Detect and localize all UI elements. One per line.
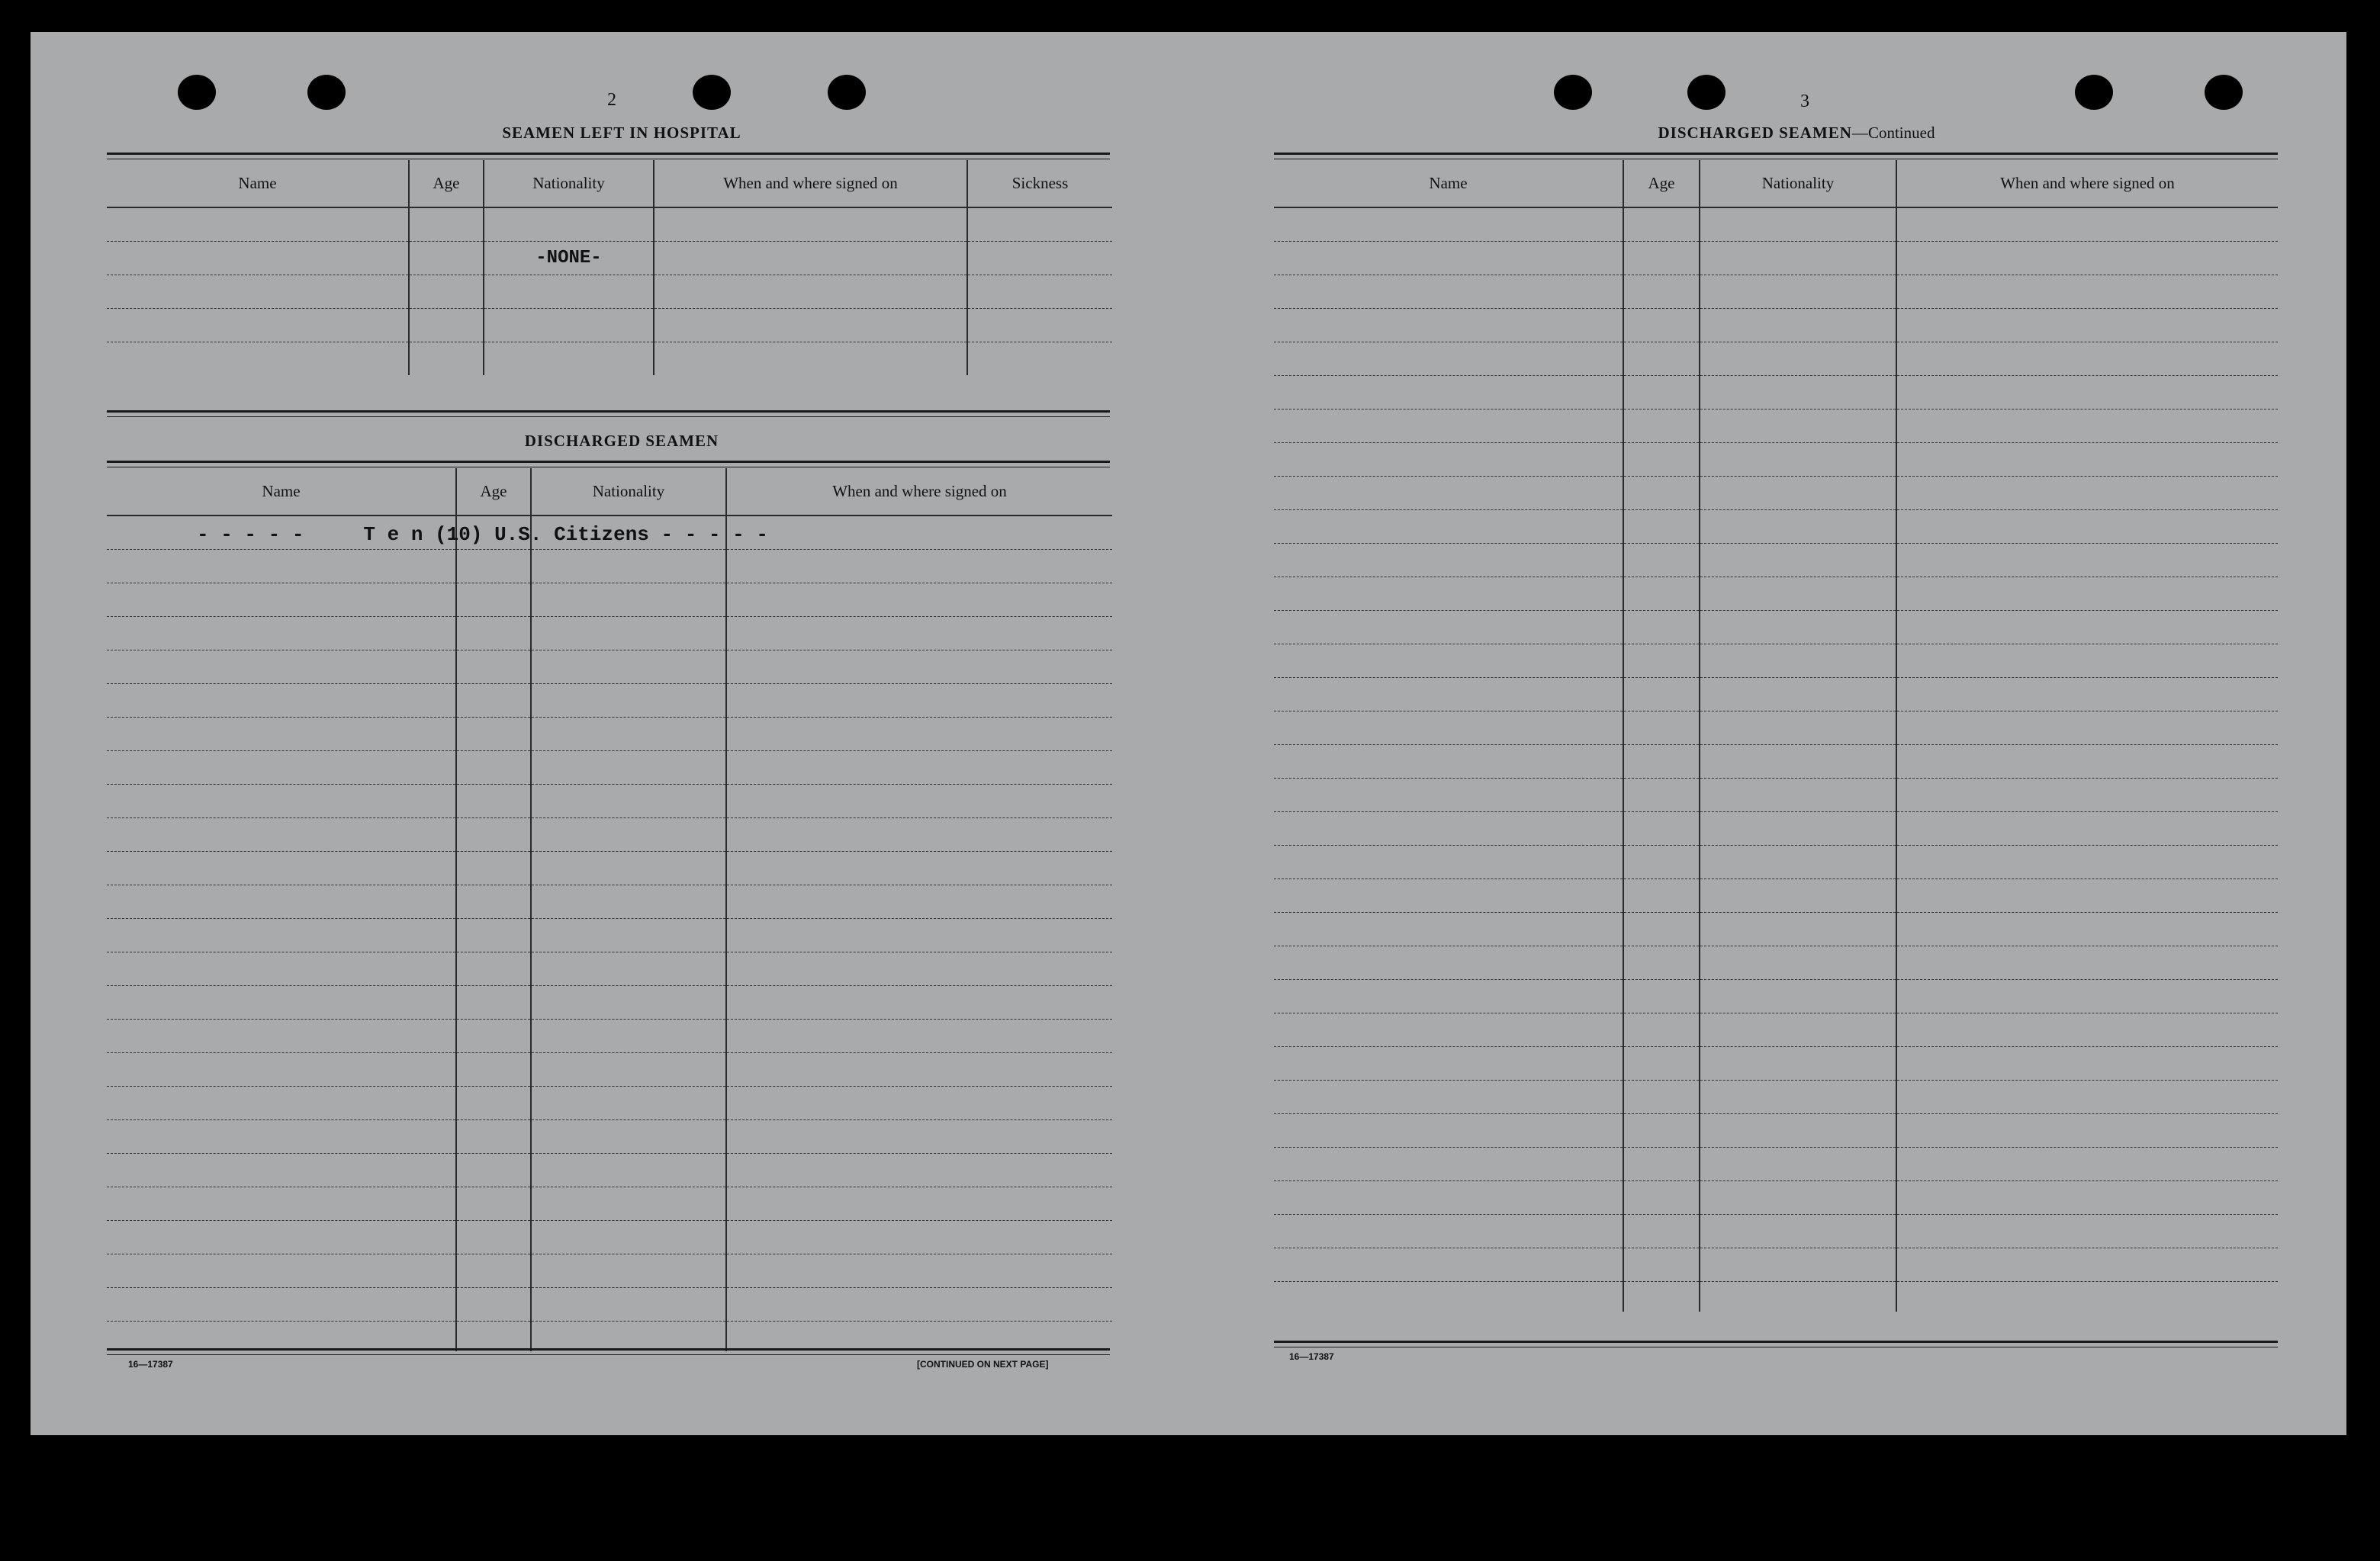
table-row — [107, 616, 1112, 650]
table-row — [1274, 1046, 2278, 1080]
punch-hole — [2075, 75, 2113, 110]
table-row — [1274, 644, 2278, 677]
table-row — [1274, 409, 2278, 442]
table-row — [107, 241, 1112, 275]
column-header-sickness: Sickness — [967, 160, 1112, 207]
table-row — [107, 549, 1112, 583]
table-row — [1274, 1180, 2278, 1214]
scan-artifact — [21, 962, 29, 965]
table-row — [107, 1220, 1112, 1254]
scan-artifact — [21, 943, 29, 945]
discharged-continued-title — [1510, 124, 2082, 143]
scan-artifact — [391, 1438, 393, 1484]
column-header-age: Age — [1623, 160, 1700, 207]
table-row — [107, 817, 1112, 851]
punch-hole — [1554, 75, 1592, 110]
punch-hole — [307, 75, 346, 110]
table-row — [107, 784, 1112, 817]
page-number: 3 — [1800, 92, 1809, 111]
table-row — [1274, 275, 2278, 308]
punch-hole — [2205, 75, 2243, 110]
table-row — [107, 207, 1112, 241]
table-row — [107, 1187, 1112, 1220]
table-row — [1274, 946, 2278, 979]
table-row — [1274, 342, 2278, 375]
table-row — [107, 342, 1112, 375]
table-row — [1274, 778, 2278, 811]
hospital-bottom-rule — [107, 410, 1110, 417]
discharged-top-rule — [107, 461, 1110, 467]
table-row — [1274, 1281, 2278, 1312]
table-row — [1274, 610, 2278, 644]
table-row — [1274, 509, 2278, 543]
discharged-continued-bottom-rule — [1274, 1341, 2278, 1347]
discharged-typed-entry: - - - - - T e n (10) U.S. Citizens - - - - - — [197, 523, 768, 546]
discharged-continued-table — [1274, 160, 2278, 1312]
discharged-table — [107, 468, 1112, 1351]
column-header-signed-on: When and where signed on — [654, 160, 967, 207]
table-row — [1274, 442, 2278, 476]
punch-hole — [693, 75, 731, 110]
table-row — [1274, 308, 2278, 342]
table-row — [1274, 1147, 2278, 1180]
table-row — [107, 918, 1112, 952]
column-header-name: Name — [107, 468, 456, 516]
table-row — [1274, 1113, 2278, 1147]
table-row — [107, 1254, 1112, 1287]
table-row — [1274, 375, 2278, 409]
page-number: 2 — [607, 90, 616, 110]
hospital-top-rule — [107, 153, 1110, 159]
hospital-none-entry: -NONE- — [484, 241, 654, 275]
table-row — [1274, 878, 2278, 912]
table-row — [1274, 1013, 2278, 1046]
table-row — [1274, 744, 2278, 778]
column-header-nationality: Nationality — [531, 468, 726, 516]
continued-note: [CONTINUED ON NEXT PAGE] — [917, 1359, 1049, 1370]
column-header-age: Age — [409, 160, 484, 207]
table-row — [1274, 241, 2278, 275]
column-header-age: Age — [456, 468, 531, 516]
punch-hole — [828, 75, 866, 110]
discharged-bottom-rule — [107, 1348, 1110, 1355]
table-row — [1274, 711, 2278, 744]
table-row — [107, 1119, 1112, 1153]
table-row — [1274, 979, 2278, 1013]
table-row — [1274, 677, 2278, 711]
table-row — [107, 1153, 1112, 1187]
table-row — [1274, 1214, 2278, 1248]
column-header-nationality: Nationality — [1700, 160, 1896, 207]
column-header-name: Name — [1274, 160, 1623, 207]
punch-hole — [178, 75, 216, 110]
section-title-suffix: —Continued — [1851, 124, 1935, 142]
table-row — [1274, 1248, 2278, 1281]
hospital-table — [107, 160, 1112, 375]
column-header-name: Name — [107, 160, 409, 207]
table-row — [107, 750, 1112, 784]
table-row — [1274, 811, 2278, 845]
table-row — [107, 985, 1112, 1019]
table-row — [1274, 577, 2278, 610]
form-number: 16—17387 — [128, 1359, 173, 1370]
table-row — [1274, 207, 2278, 241]
discharged-section-title: DISCHARGED SEAMEN — [524, 432, 719, 450]
table-row — [107, 717, 1112, 750]
table-row — [107, 885, 1112, 918]
hospital-section-title: SEAMEN LEFT IN HOSPITAL — [502, 124, 741, 142]
table-row — [107, 851, 1112, 885]
form-number: 16—17387 — [1289, 1351, 1334, 1362]
table-row — [107, 308, 1112, 342]
document-sheet — [31, 32, 2346, 1435]
table-row — [1274, 845, 2278, 878]
table-row — [1274, 912, 2278, 946]
table-row — [1274, 476, 2278, 509]
table-row — [107, 1052, 1112, 1086]
discharged-continued-top-rule — [1274, 153, 2278, 159]
section-title-text: DISCHARGED SEAMEN — [1658, 124, 1852, 142]
column-header-nationality: Nationality — [484, 160, 654, 207]
table-row — [1274, 543, 2278, 577]
table-row — [1274, 1080, 2278, 1113]
table-row — [107, 275, 1112, 308]
table-row — [107, 583, 1112, 616]
table-row — [107, 683, 1112, 717]
punch-hole — [1687, 75, 1726, 110]
table-row — [107, 952, 1112, 985]
table-row — [107, 650, 1112, 683]
table-row — [107, 1086, 1112, 1119]
table-row — [107, 1287, 1112, 1321]
table-row — [107, 1019, 1112, 1052]
table-row — [107, 1321, 1112, 1351]
column-header-signed-on: When and where signed on — [726, 468, 1112, 516]
column-header-signed-on: When and where signed on — [1896, 160, 2278, 207]
